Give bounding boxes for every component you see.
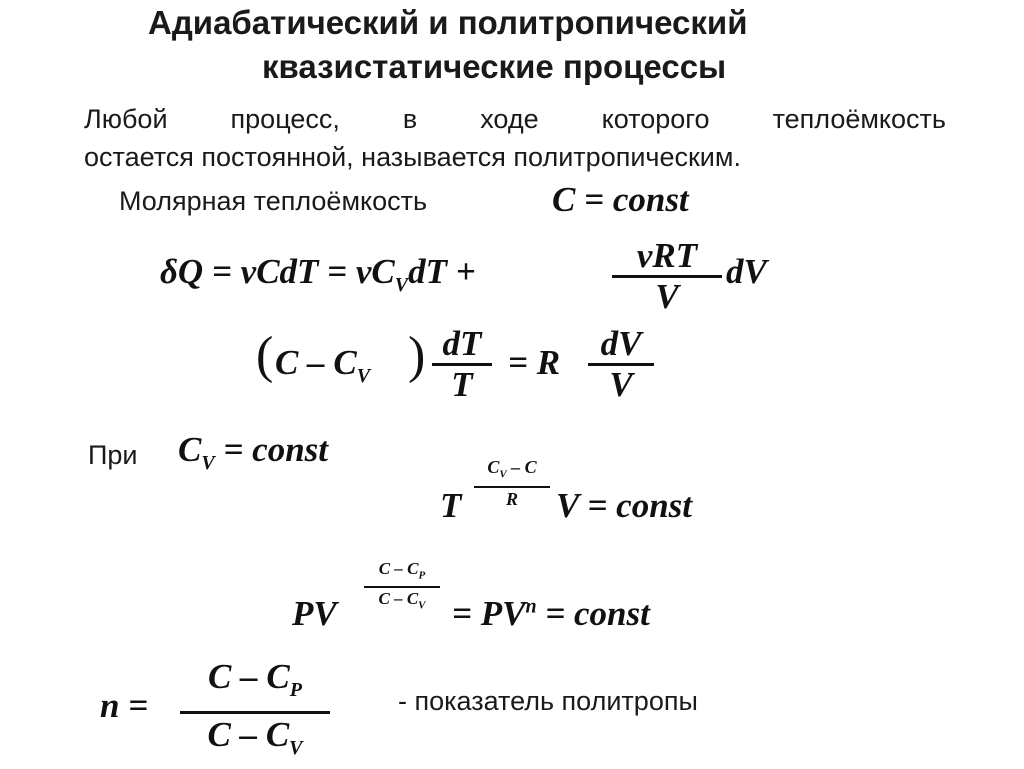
definition-line1: Любой процесс, в ходе которого теплоёмкость [84, 104, 946, 134]
exponent-cv-minus-c-over-r: $C_V$ – C R [474, 456, 550, 510]
fraction-nuRT-over-V: νRT V [612, 237, 722, 316]
formula-T-base: T [440, 486, 462, 525]
formula-heat-balance: $\delta Q = \nu CdT = \nu C_VdT$ + [160, 252, 476, 296]
formula-c-const: C = const [552, 180, 689, 219]
pri-label: При [88, 440, 138, 470]
formula-equals-R: = R [508, 343, 561, 382]
formula-n-equals: n = [100, 686, 149, 725]
formula-V-const: V = const [556, 486, 693, 525]
exponent-c-minus-cp-over-c-minus-cv: C – $C_P$ C – $C_V$ [364, 558, 440, 617]
slide-title-line1: Адиабатический и политропический [148, 4, 748, 41]
fraction-polytropic-index: C – $C_P$ C – $C_V$ [180, 656, 330, 769]
definition-line2: остается постоянной, называется политропическим. [84, 142, 741, 172]
slide-title-line2: квазистатические процессы [262, 48, 727, 85]
formula-c-minus-cv: C – $C_V$ [275, 343, 371, 387]
formula-PV-base: PV [292, 594, 337, 633]
paren-close: ) [408, 327, 426, 384]
formula-PVn-const: = $PV^n$ = const [452, 594, 650, 633]
formula-dV: dV [726, 252, 767, 291]
polytropic-index-label: - показатель политропы [398, 686, 698, 716]
paren-open: ( [256, 327, 274, 384]
molar-heat-label: Молярная теплоёмкость [119, 186, 428, 216]
fraction-dT-over-T: dT T [432, 325, 492, 404]
formula-cv-const: $C_V$ = const [178, 430, 329, 474]
fraction-dV-over-V: dV V [588, 325, 654, 404]
